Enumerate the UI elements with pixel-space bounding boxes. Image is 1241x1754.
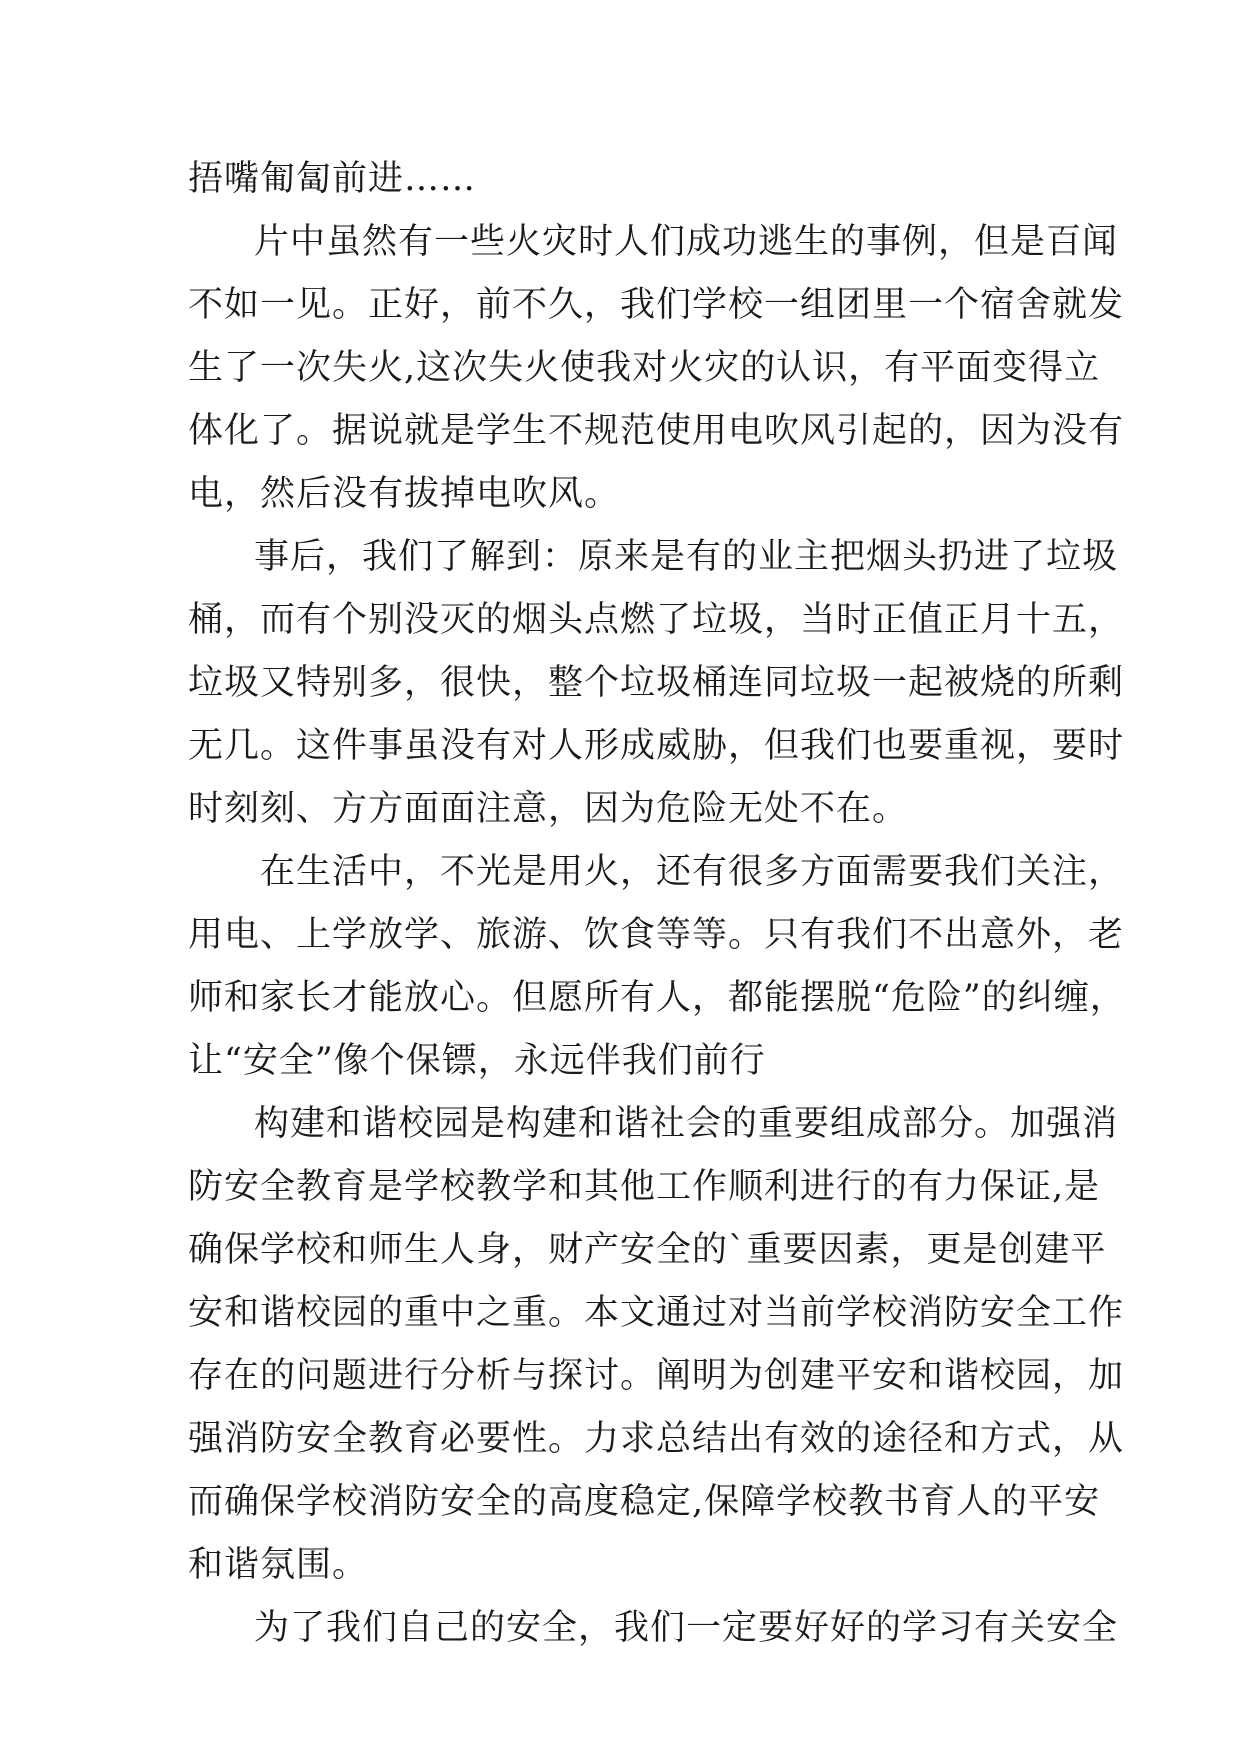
text-line: 确保学校和师生人身，财产安全的`重要因素，更是创建平 — [188, 1230, 1107, 1270]
text-line: 让“安全”像个保镖，永远伴我们前行 — [188, 1041, 766, 1081]
text-line: 垃圾又特别多，很快，整个垃圾桶连同垃圾一起被烧的所剩 — [188, 663, 1125, 703]
paragraph-start-line: 为了我们自己的安全，我们一定要好好的学习有关安全 — [254, 1608, 1119, 1648]
text-line: 生了一次失火,这次失火使我对火灾的认识，有平面变得立 — [188, 348, 1101, 388]
text-line: 和谐氛围。 — [188, 1545, 369, 1585]
text-line: 用电、上学放学、旅游、饮食等等。只有我们不出意外，老 — [188, 915, 1125, 955]
text-line: 而确保学校消防安全的高度稳定,保障学校教书育人的平安 — [188, 1482, 1101, 1522]
text-line: 体化了。据说就是学生不规范使用电吹风引起的，因为没有 — [188, 411, 1125, 451]
document-page — [188, 148, 1126, 1660]
paragraph-start-line: 构建和谐校园是构建和谐社会的重要组成部分。加强消 — [254, 1104, 1119, 1144]
paragraph-start-line: 片中虽然有一些火灾时人们成功逃生的事例，但是百闻 — [254, 222, 1119, 262]
text-line: 电，然后没有拔掉电吹风。 — [188, 474, 621, 514]
text-line: 桶，而有个别没灭的烟头点燃了垃圾，当时正值正月十五， — [188, 600, 1125, 640]
text-line: 防安全教育是学校教学和其他工作顺利进行的有力保证,是 — [188, 1167, 1101, 1207]
text-line: 师和家长才能放心。但愿所有人，都能摆脱“危险”的纠缠， — [188, 978, 1126, 1018]
text-line: 存在的问题进行分析与探讨。阐明为创建平安和谐校园，加 — [188, 1356, 1125, 1396]
paragraph-start-line: 事后，我们了解到：原来是有的业主把烟头扔进了垃圾 — [254, 537, 1119, 577]
text-line: 强消防安全教育必要性。力求总结出有效的途径和方式，从 — [188, 1419, 1125, 1459]
text-line: 时刻刻、方方面面注意，因为危险无处不在。 — [188, 789, 909, 829]
text-line: 安和谐校园的重中之重。本文通过对当前学校消防安全工作 — [188, 1293, 1125, 1333]
text-line: 捂嘴匍匐前进…… — [188, 159, 477, 199]
paragraph-start-line: 在生活中，不光是用火，还有很多方面需要我们关注， — [260, 852, 1125, 892]
text-line: 无几。这件事虽没有对人形成威胁，但我们也要重视，要时 — [188, 726, 1125, 766]
text-line: 不如一见。正好，前不久，我们学校一组团里一个宿舍就发 — [188, 285, 1125, 325]
